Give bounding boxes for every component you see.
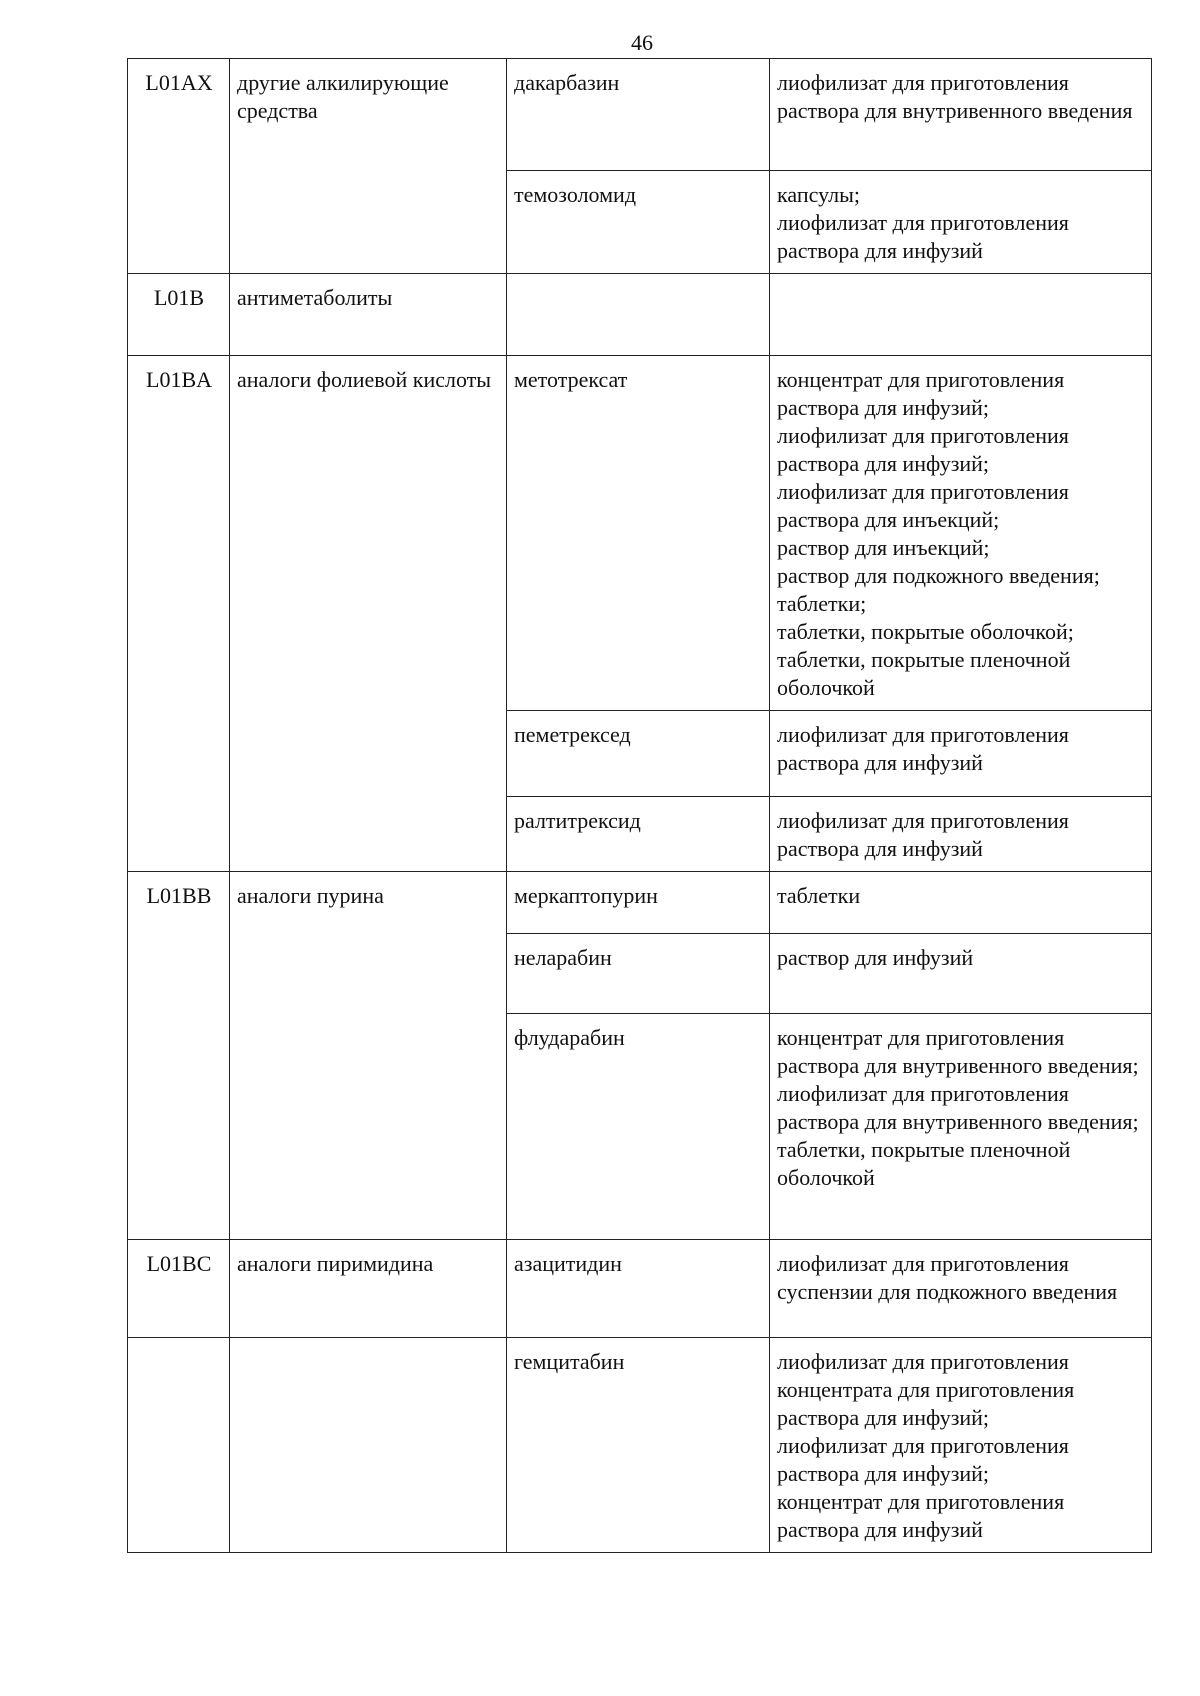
atc-code [128,171,230,274]
dosage-forms: концентрат для приготовления раствора для инфузий; лиофилизат для приготовления раствора для инфузий; лиофилизат для приготовления раствора для инъекций; раствор для инъекций; раствор для подкожного введения; таблетки; таблетки, покрытые оболочкой; таблетки, покрытые пленочной оболочкой [770,356,1152,711]
dosage-forms: лиофилизат для приготовления концентрата для приготовления раствора для инфузий; лиофилизат для приготовления раствора для инфузий; концентрат для приготовления раствора для инфузий [770,1338,1152,1553]
group-name [230,171,507,274]
table-row [128,171,1152,274]
group-name [230,797,507,872]
table-row [128,1014,1152,1240]
atc-code [128,797,230,872]
drug-name [507,274,770,356]
dosage-forms: лиофилизат для приготовления суспензии для подкожного введения [770,1240,1152,1338]
group-name [230,1014,507,1240]
atc-code [128,1014,230,1240]
drug-name: метотрексат [507,356,770,711]
drug-name: меркаптопурин [507,872,770,934]
atc-code [128,711,230,797]
drug-name: неларабин [507,934,770,1014]
drug-name: пеметрексед [507,711,770,797]
table-row [128,872,1152,934]
table-row [128,934,1152,1014]
drug-name: азацитидин [507,1240,770,1338]
table-row [128,1240,1152,1338]
table-row [128,59,1152,171]
drug-table [127,58,1152,1553]
group-name: аналоги пиримидина [230,1240,507,1338]
group-name: аналоги пурина [230,872,507,934]
drug-name: гемцитабин [507,1338,770,1553]
atc-code: L01BA [128,356,230,711]
group-name [230,711,507,797]
group-name [230,1338,507,1553]
dosage-forms [770,274,1152,356]
dosage-forms: концентрат для приготовления раствора для внутривенного введения; лиофилизат для приготовления раствора для внутривенного введения; таблетки, покрытые пленочной оболочкой [770,1014,1152,1240]
atc-code [128,1338,230,1553]
dosage-forms: капсулы; лиофилизат для приготовления раствора для инфузий [770,171,1152,274]
drug-name: дакарбазин [507,59,770,171]
atc-code: L01BB [128,872,230,934]
atc-code: L01B [128,274,230,356]
dosage-forms: таблетки [770,872,1152,934]
table-row [128,797,1152,872]
dosage-forms: раствор для инфузий [770,934,1152,1014]
table-row [128,711,1152,797]
group-name: другие алкилирующие средства [230,59,507,171]
group-name: аналоги фолиевой кислоты [230,356,507,711]
atc-code: L01BC [128,1240,230,1338]
atc-code: L01AX [128,59,230,171]
drug-name: флударабин [507,1014,770,1240]
table-row [128,1338,1152,1553]
atc-code [128,934,230,1014]
drug-name: ралтитрексид [507,797,770,872]
dosage-forms: лиофилизат для приготовления раствора для внутривенного введения [770,59,1152,171]
page-number: 46 [631,30,653,55]
dosage-forms: лиофилизат для приготовления раствора для инфузий [770,711,1152,797]
drug-name: темозоломид [507,171,770,274]
group-name: антиметаболиты [230,274,507,356]
group-name [230,934,507,1014]
dosage-forms: лиофилизат для приготовления раствора для инфузий [770,797,1152,872]
table-row [128,274,1152,356]
table-row [128,356,1152,711]
